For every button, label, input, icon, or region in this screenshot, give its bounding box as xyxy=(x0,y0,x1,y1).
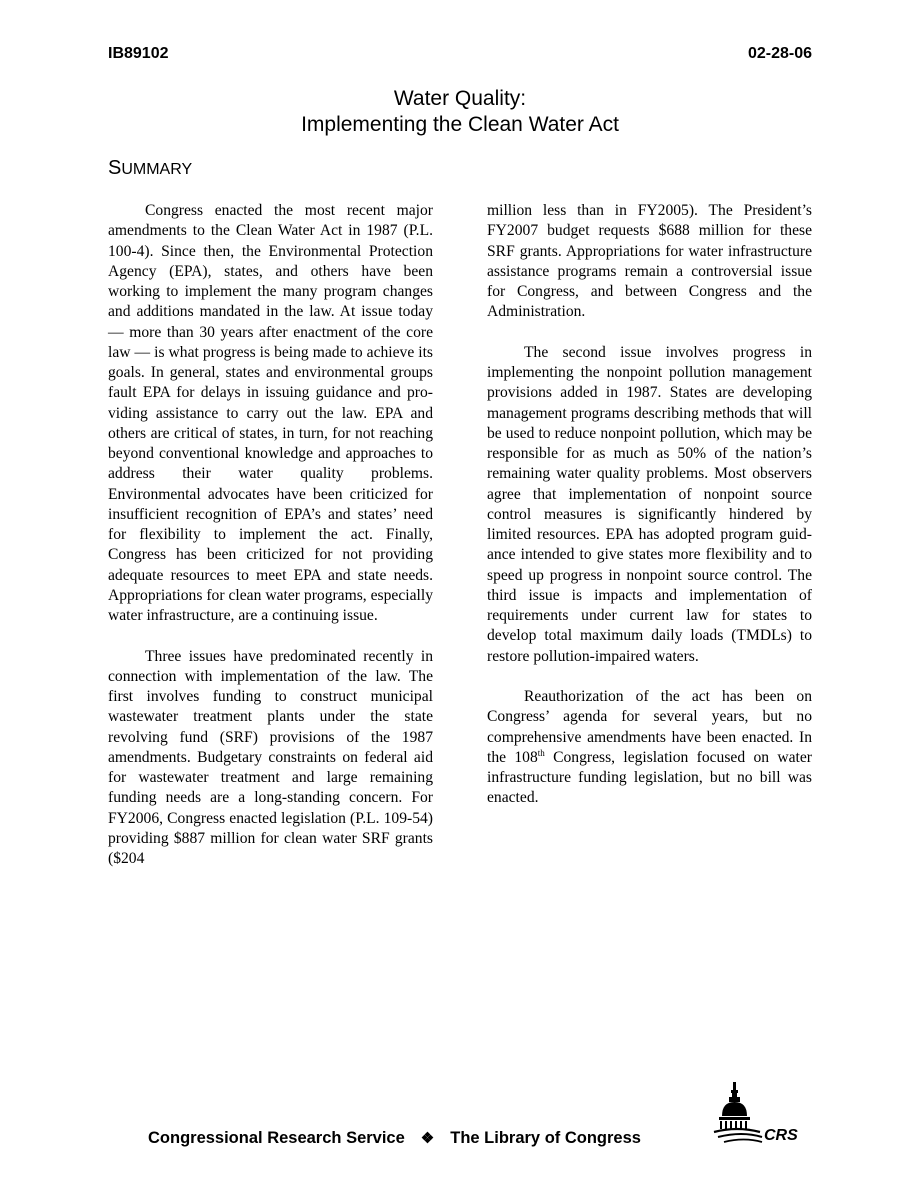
paragraph: Three issues have predominated recently in connection with implementation of the law. The first involves funding to construct municipal wastewater treatment plants under the state revolving fund (SRF) provisions of the 1987 amendments. Budgetary constraints on federal aid for wastewater treatment and large remaining funding needs are a long-standing concern. For FY2006, Congress enacted legislation (P.L. 109-54) providing $887 million for clean water SRF grants ($204 xyxy=(108,647,433,867)
paragraph-continued: million less than in FY2005). The President’s FY2007 budget requests $688 million for these SRF grants. Appropriations for water infrastructure assistance programs remain a controversial issue for Congress, and between Congress and the Administration. xyxy=(487,202,812,321)
footer-library: The Library of Congress xyxy=(450,1129,641,1147)
footer xyxy=(148,1127,641,1150)
paragraph: Congress enacted the most recent major amendments to the Clean Water Act in 1987 (P.L. 100-4). Since then, the Environmental Protection Agency (EPA), states, and others have been working to implement the many program changes and additions mandated in the law. At issue today — more than 30 years after enactment of the core law — is what progress is being made to achieve its goals. In general, states and environmental groups fault EPA for delays in issuing guidance and providing assistance to carry out the law. EPA and others are critical of states, in turn, for not reaching beyond conventional knowledge and approaches to address their water quality problems. Environmental advocates have been criticized for insufficient recognition of EPA’s and states’ need for flexibility to implement the act. Finally, Congress has been criticized for not providing adequate resources to meet EPA and state needs. Appropriations for clean water programs, especially water infrastructure, are a continuing issue. xyxy=(108,202,433,624)
paragraph-text: Reauthorization of the act has been on Congress’ agenda for several years, but no comprehensive amendments have been enacted. In the 108 xyxy=(487,688,812,766)
paragraph: The second issue involves progress in implementing the nonpoint pollution management provisions added in 1987. States are developing management programs describing methods that will be used to reduce nonpoint pollution, which may be responsible for as much as 50% of the nation’s remaining water quality problems. Most observers agree that implementation of nonpoint source control measures is significantly hindered by limited resources. EPA has adopted program guidance intended to give states more flexibility and to speed up progress in nonpoint source control. The third issue is impacts and implementation of requirements under current law for states to develop total maximum daily loads (TMDLs) to restore pollution-impaired waters. xyxy=(487,343,812,665)
document-date: 02-28-06 xyxy=(747,45,812,62)
document-title xyxy=(0,86,920,138)
footer-org: Congressional Research Service xyxy=(148,1129,405,1147)
paragraph xyxy=(487,687,812,809)
section-heading-rest: UMMARY xyxy=(121,161,193,178)
title-line-1: Water Quality: xyxy=(393,87,527,110)
title-line-2: Implementing the Clean Water Act xyxy=(301,113,619,136)
paragraph-text: Congress, legislation focused on water infrastructure funding legislation, but no bill was enacted. xyxy=(487,748,812,807)
document-id: IB89102 xyxy=(108,45,169,62)
diamond-separator-icon: ❖ xyxy=(420,1130,435,1147)
section-heading xyxy=(108,156,192,182)
left-column xyxy=(108,201,433,869)
section-heading-initial: S xyxy=(108,157,122,179)
ordinal-suffix: th xyxy=(537,747,545,758)
crs-capitol-logo xyxy=(712,1080,812,1150)
right-column xyxy=(487,201,812,809)
crs-logo-text: CRS xyxy=(764,1127,798,1144)
